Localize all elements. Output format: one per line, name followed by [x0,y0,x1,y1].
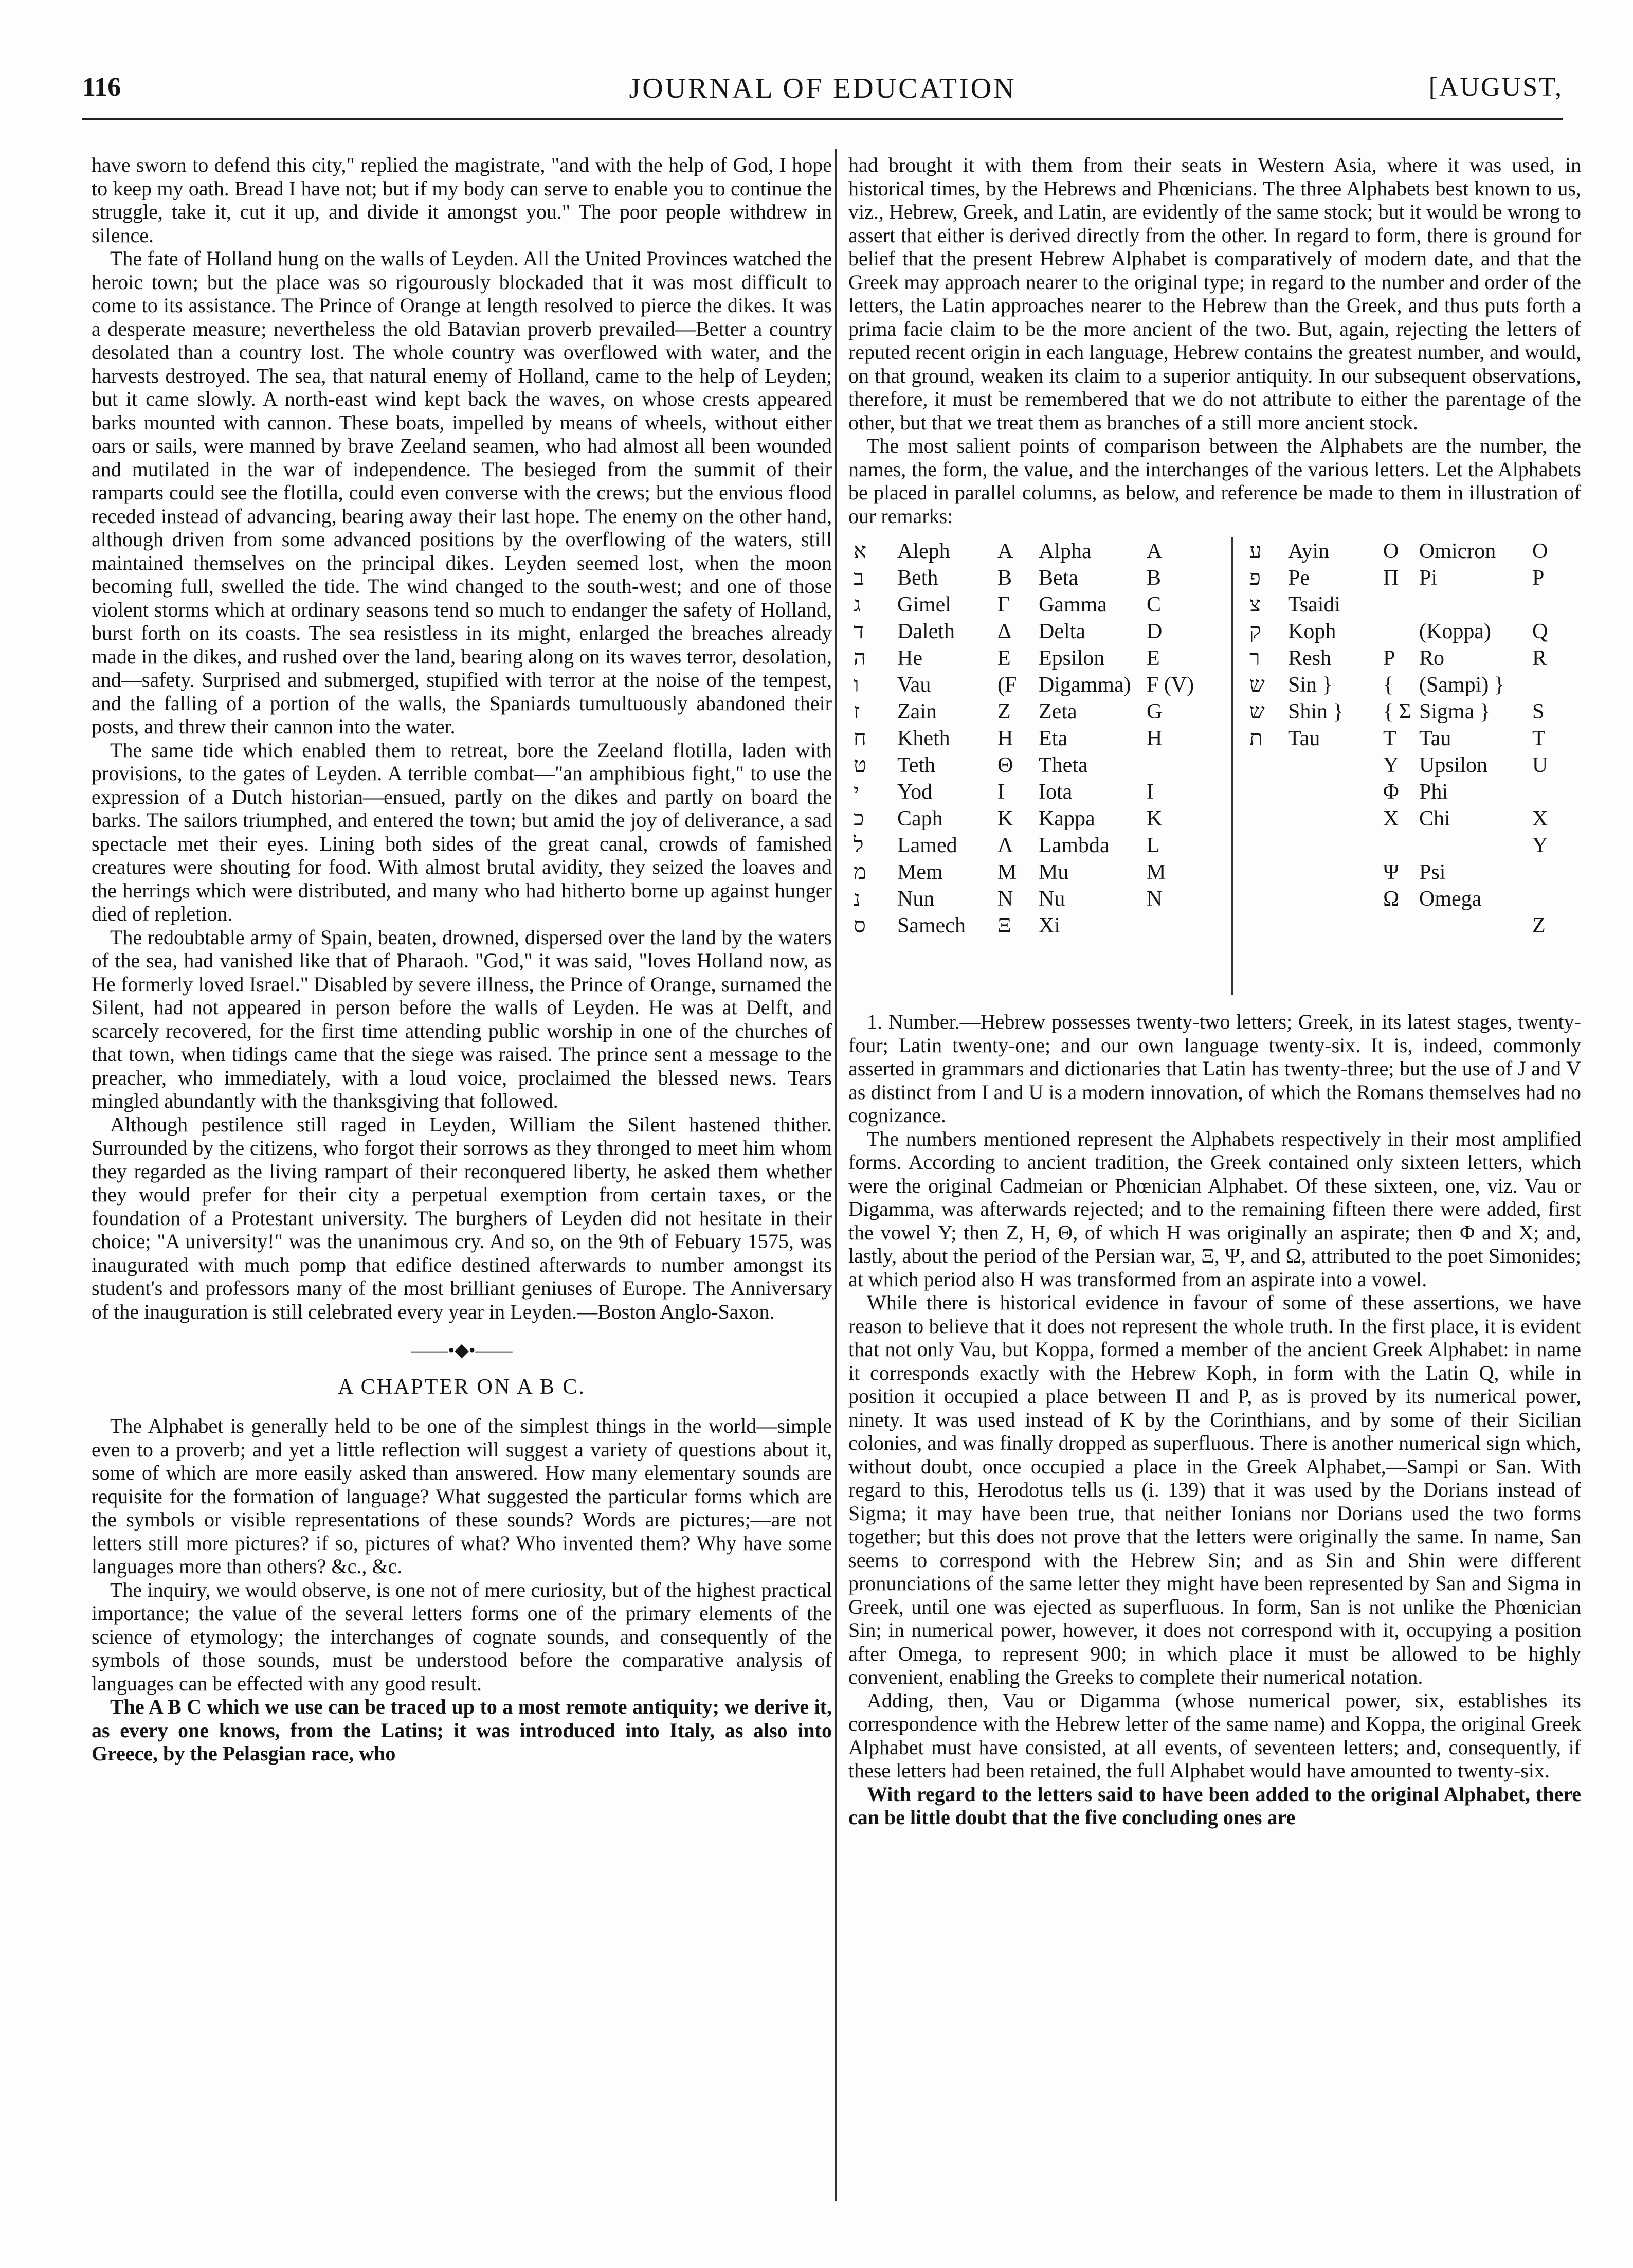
paragraph: Although pestilence still raged in Leyden, William the Silent hastened thither. Surrounded by the citizens, who forgot their sorrows as they thronged to meet him whom they regarded as the living rampart of their reconquered liberty, he asked them whether they would prefer for their city a perpetual exemption from certain taxes, or the foundation of a Protestant university. The burghers of Leyden did not hesitate in their choice; "A university!" was the unanimous cry. And so, on the 9th of Febuary 1575, was inaugurated with much pomp that edifice destined afterwards to number amongst its student's and professors many of the most brilliant geniuses of Europe. The Anniversary of the inauguration is still celebrated every year in Leyden.—Boston Anglo-Saxon. [92,1112,832,1323]
alphabet-cell-gr-name: Psi [1419,860,1446,884]
alphabet-cell-gr-name: (Sampi) } [1419,673,1504,697]
alphabet-cell-heb-name: Resh [1288,646,1331,670]
alphabet-cell-lat: O [1532,539,1548,563]
alphabet-cell-gr-name: Alpha [1039,539,1092,563]
alphabet-cell-lat: F (V) [1147,673,1194,697]
alphabet-cell-lat: H [1147,727,1163,750]
alphabet-cell-heb: ג [854,593,861,617]
alphabet-cell-gr-name: Upsilon [1419,753,1488,777]
alphabet-cell-gr: { Σ [1383,700,1412,724]
alphabet-cell-lat: B [1147,566,1162,590]
alphabet-cell-heb-name: Kheth [897,727,950,750]
alphabet-cell-lat: Y [1532,834,1548,857]
paragraph: The same tide which enabled them to retreat, bore the Zeeland flotilla, laden with provisions, to the gates of Leyden. A terrible combat—"an amphibious fight," to use the expression of a Dutch historian—ensued, partly on the dikes and partly on board the barks. The sailors triumphed, and entered the town; but amid the joy of deliverance, a sad spectacle met their eyes. Lining both sides of the great canal, crowds of famished creatures were shouting for food. With almost brutal avidity, they seized the loaves and the herrings which were distributed, and many who had hitherto borne up against hunger died of repletion. [92,738,832,925]
alphabet-cell-lat: I [1147,780,1154,804]
alphabet-cell-gr-name: (Koppa) [1419,620,1491,643]
alphabet-cell-heb: נ [854,887,861,911]
alphabet-cell-lat: E [1147,646,1160,670]
alphabet-cell-heb-name: Tsaidi [1288,593,1341,617]
alphabet-cell-heb: ס [854,914,866,938]
alphabet-cell-gr-name: Sigma } [1419,700,1490,724]
alphabet-cell-gr-name: Eta [1039,727,1067,750]
left-column [92,153,832,1766]
alphabet-cell-heb: ק [1249,620,1261,643]
alphabet-cell-gr: Π [1383,566,1399,590]
alphabet-cell-heb-name: Nun [897,887,935,911]
alphabet-cell-gr: Υ [1383,753,1399,777]
alphabet-cell-gr-name: Chi [1419,807,1450,831]
alphabet-cell-gr: K [997,807,1013,831]
paragraph: The most salient points of comparison between the Alphabets are the number, the names, the form, the value, and the interchanges of the various letters. Let the Alphabets be placed in parallel columns, as below, and reference be made to them in illustration of our remarks: [848,434,1581,528]
alphabet-cell-lat: Q [1532,620,1548,643]
alphabet-cell-heb: ר [1249,646,1260,670]
alphabet-cell-heb-name: Ayin [1288,539,1330,563]
paragraph: had brought it with them from their seats in Western Asia, where it was used, in historical times, by the Hebrews and Phœnicians. The three Alphabets best known to us, viz., Hebrew, Greek, and Latin, are evidently of the same stock; but it would be wrong to assert that either is derived directly from the other. In regard to form, there is ground for belief that the present Hebrew Alphabet is comparatively of modern date, and that the Greek may approach nearer to the original type; in regard to the number and order of the letters, the Latin approaches nearer to the Hebrew than the Greek, and thus puts forth a prima facie claim to be the more ancient of the two. But, again, rejecting the letters of reputed recent origin in each language, Hebrew contains the greatest number, and would, on that ground, weaken its claim to a superior antiquity. In our subsequent observations, therefore, it must be remembered that we do not attribute to either the parentage of the other, but that we treat them as branches of a still more ancient stock. [848,153,1581,434]
alphabet-cell-heb: י [854,780,860,804]
alphabet-cell-gr: Ψ [1383,860,1399,884]
alphabet-cell-heb-name: Tau [1288,727,1320,750]
alphabet-cell-gr-name: Mu [1039,860,1069,884]
page-number: 116 [82,73,121,102]
alphabet-cell-lat: S [1532,700,1545,724]
alphabet-cell-gr: Ξ [997,914,1012,938]
alphabet-cell-heb-name: Koph [1288,620,1336,643]
alphabet-cell-gr: O [1383,539,1399,563]
alphabet-cell-gr-name: Xi [1039,914,1060,938]
alphabet-cell-gr-name: Kappa [1039,807,1095,831]
alphabet-cell-heb-name: Daleth [897,620,955,643]
alphabet-cell-heb-name: Mem [897,860,943,884]
alphabet-cell-lat: K [1147,807,1163,831]
alphabet-cell-gr: M [997,860,1017,884]
alphabet-cell-lat: T [1532,727,1546,750]
alphabet-cell-heb: ב [854,566,864,590]
alphabet-cell-heb-name: Zain [897,700,937,724]
alphabet-cell-lat: L [1147,834,1160,857]
right-column [848,153,1581,1829]
alphabet-cell-heb-name: He [897,646,922,670]
alphabet-cell-gr-name: Epsilon [1039,646,1105,670]
alphabet-cell-heb-name: Caph [897,807,943,831]
paragraph: The Alphabet is generally held to be one of the simplest things in the world—simple even to a proverb; and yet a little reflection will suggest a variety of questions about it, some of which are more easily asked than answered. How many elementary sounds are requisite for the formation of language? What suggested the particular forms which are the symbols or visible representations of these sounds? Words are pictures;—are not letters still more pictures? if so, pictures of what? Who invented them? Why have some languages more than others? &c., &c. [92,1414,832,1578]
alphabet-cell-gr: (F [997,673,1017,697]
paragraph: Adding, then, Vau or Digamma (whose numerical power, six, establishes its correspondence with the Hebrew letter of the same name) and Koppa, the original Greek Alphabet must have consisted, at all events, of seventeen letters; and, consequently, if these letters had been retained, the full Alphabet would have amounted to twenty-six. [848,1688,1581,1782]
alphabet-cell-gr: Ω [1383,887,1400,911]
alphabet-cell-gr: T [1383,727,1396,750]
paragraph: have sworn to defend this city," replied the magistrate, "and with the help of God, I hope to keep my oath. Bread I have not; but if my body can serve to enable you to continue the struggle, take it, cut it up, and divide it amongst you." The poor people withdrew in silence. [92,153,832,247]
alphabet-cell-heb: ד [854,620,864,643]
alphabet-cell-lat: R [1532,646,1547,670]
alphabet-cell-gr: X [1383,807,1399,831]
alphabet-cell-heb: ח [854,727,866,750]
alphabet-cell-heb: ש [1249,700,1265,724]
alphabet-cell-heb: ז [854,700,860,724]
alphabet-cell-gr: A [997,539,1013,563]
alphabet-table-divider [1231,537,1233,995]
issue-month: [AUGUST, [1428,73,1563,102]
alphabet-cell-gr: B [997,566,1012,590]
alphabet-cell-gr-name: Zeta [1039,700,1077,724]
alphabet-cell-gr: H [997,727,1013,750]
alphabet-cell-lat: N [1147,887,1163,911]
alphabet-cell-gr-name: Ro [1419,646,1445,670]
alphabet-cell-heb-name: Sin } [1288,673,1333,697]
alphabet-cell-gr-name: Lambda [1039,834,1110,857]
paragraph: While there is historical evidence in favour of some of these assertions, we have reason to believe that it does not represent the whole truth. In the first place, it is evident that not only Vau, but Koppa, formed a member of the ancient Greek Alphabet: in name it corresponds exactly with the Hebrew Koph, in form with the Latin Q, while in position it occupied a place between Π and P, as is proved by its numerical power, ninety. It was used instead of K by the Corinthians, and by some of their Sicilian colonies, and was finally dropped as superfluous. There is another numerical sign which, without doubt, once occupied a place in the Greek Alphabet,—Sampi or San. With regard to this, Herodotus tells us (i. 139) that it was used by the Dorians instead of Sigma; it may have been true, that neither Ionians nor Dorians used the two forms together; but this does not prove that the letters were originally the same. In name, San seems to correspond with the Hebrew Sin; and as Sin and Shin were different pronunciations of the same letter they might have been represented by San and Sigma in Greek, until one was ejected as superfluous. In form, San is not unlike the Phœnician Sin; in numerical power, however, it does not correspond with it, occupying a position after Omega, to represent 900; in which place it must be allowed to be highly convenient, enabling the Greeks to complete their numerical notation. [848,1291,1581,1688]
alphabet-cell-lat: U [1532,753,1548,777]
alphabet-cell-lat: A [1147,539,1163,563]
alphabet-cell-gr-name: Iota [1039,780,1073,804]
alphabet-cell-heb: ה [854,646,866,670]
alphabet-cell-heb-name: Lamed [897,834,957,857]
alphabet-cell-gr: Z [997,700,1011,724]
alphabet-cell-gr: Θ [997,753,1013,777]
alphabet-cell-heb-name: Samech [897,914,966,938]
alphabet-cell-gr: { [1383,673,1394,697]
paragraph: 1. Number.—Hebrew possesses twenty-two letters; Greek, in its latest stages, twenty-four; Latin twenty-one; and our own language twenty-six. It is, indeed, commonly asserted in grammars and dictionaries that Latin has twenty-three; but the use of J and V as distinct from I and U is a modern innovation, of which the Romans themselves had no cognizance. [848,1010,1581,1127]
section-ornament: ——•◆•—— [411,1340,513,1360]
alphabet-cell-gr-name: Tau [1419,727,1451,750]
alphabet-cell-lat: Z [1532,914,1546,938]
alphabet-cell-heb: פ [1249,566,1261,590]
alphabet-cell-gr: Λ [997,834,1013,857]
alphabet-cell-gr: N [997,887,1013,911]
alphabet-cell-gr-name: Nu [1039,887,1065,911]
alphabet-cell-gr-name: Theta [1039,753,1088,777]
alphabet-cell-heb: ט [854,753,867,777]
alphabet-cell-gr-name: Digamma) [1039,673,1131,697]
alphabet-cell-heb: כ [854,807,864,831]
alphabet-table [848,535,1581,1003]
alphabet-cell-heb-name: Shin } [1288,700,1344,724]
alphabet-cell-gr-name: Gamma [1039,593,1107,617]
paragraph: The fate of Holland hung on the walls of Leyden. All the United Provinces watched the heroic town; but the place was so rigourously blockaded that it was most difficult to come to its assistance. The Prince of Orange at length resolved to pierce the dikes. It was a desperate measure; nevertheless the old Batavian proverb prevailed—Better a country desolated than a country lost. The whole country was overflowed with water, and the harvests destroyed. The sea, that natural enemy of Holland, came to the help of Leyden; but it came slowly. A north-east wind kept back the waves, on whose crests appeared barks mounted with cannon. These boats, impelled by means of wheels, without either oars or sails, were manned by brave Zeeland seamen, who had almost all been wounded and mutilated in the war of independence. The besieged from the summit of their ramparts could see the flotilla, could even converse with the crews; but the envious flood receded instead of advancing, bearing away their last hope. The enemy on the other hand, although driven from some advanced positions by the overflowing of the waters, still maintained themselves on the principal dikes. Leyden seemed lost, when the moon becoming full, swelled the tide. The wind changed to the south-west; and one of those violent storms which at ordinary seasons tend so much to endanger the safety of Holland, burst forth on its coasts. The sea resistless in its might, enlarged the breaches already made in the dikes, and rushed over the land, bearing along on its waves terror, desolation, and—safety. Surprised and submerged, stupified with terror at the noise of the tempest, and the falling of a portion of the walls, the Spaniards tumultuously abandoned their posts, and threw their cannon into the water. [92,247,832,738]
alphabet-cell-heb-name: Yod [897,780,933,804]
paragraph: The redoubtable army of Spain, beaten, drowned, dispersed over the land by the waters of the sea, had vanished like that of Pharaoh. "God," it was said, "loves Holland now, as He formerly loved Israel." Disabled by severe illness, the Prince of Orange, surnamed the Silent, had not appeared in person before the walls of Leyden. He was at Delft, and scarcely recovered, for the first time attending public worship in one of the churches of that town, when tidings came that the siege was raised. The prince sent a message to the preacher, who immediately, with a loud voice, proclaimed the blessed news. Tears mingled abundantly with the thanksgiving that followed. [92,925,832,1112]
alphabet-cell-lat: P [1532,566,1545,590]
alphabet-cell-heb-name: Teth [897,753,936,777]
paragraph: The numbers mentioned represent the Alphabets respectively in their most amplified forms. According to ancient tradition, the Greek contained only sixteen letters, which were the original Cadmeian or Phœnician Alphabet. Of these sixteen, one, viz. Vau or Digamma, was afterwards rejected; and to the remaining fifteen there were added, first the vowel Υ; then Z, H, Θ, of which H was originally an aspirate; then Φ and X; and, lastly, about the period of the Persian war, Ξ, Ψ, and Ω, attributed to the poet Simonides; at which period also H was transformed from an aspirate into a vowel. [848,1127,1581,1291]
alphabet-cell-lat: C [1147,593,1162,617]
journal-title: JOURNAL OF EDUCATION [629,73,1017,104]
alphabet-cell-heb: א [854,539,867,563]
alphabet-cell-heb: ו [854,673,859,697]
column-divider [835,149,837,2201]
alphabet-cell-lat: D [1147,620,1163,643]
alphabet-cell-gr: P [1383,646,1395,670]
alphabet-cell-heb-name: Aleph [897,539,950,563]
alphabet-cell-heb: ל [854,834,864,857]
paragraph: The inquiry, we would observe, is one not of mere curiosity, but of the highest practical importance; the value of the several letters forms one of the primary elements of the science of etymology; the interchanges of cognate sounds, and consequently of the symbols of those sounds, must be understood before the comparative analysis of languages can be effected with any good result. [92,1578,832,1695]
paragraph: The A B C which we use can be traced up to a most remote antiquity; we derive it, as every one knows, from the Latins; it was introduced into Italy, as also into Greece, by the Pelasgian race, who [92,1695,832,1765]
alphabet-cell-gr: Γ [997,593,1010,617]
alphabet-cell-gr-name: Pi [1419,566,1438,590]
page-header [82,72,1563,113]
alphabet-cell-gr: Φ [1383,780,1399,804]
alphabet-cell-heb-name: Vau [897,673,931,697]
alphabet-cell-heb-name: Gimel [897,593,951,617]
alphabet-cell-gr-name: Beta [1039,566,1078,590]
alphabet-cell-heb: ש [1249,673,1265,697]
section-title: A CHAPTER ON A B C. [338,1375,586,1399]
alphabet-cell-gr-name: Omicron [1419,539,1496,563]
alphabet-cell-gr: I [997,780,1005,804]
alphabet-cell-lat: X [1532,807,1548,831]
alphabet-cell-gr: Δ [997,620,1012,643]
alphabet-cell-heb: מ [854,860,866,884]
header-rule [82,118,1563,120]
alphabet-cell-heb: ע [1249,539,1262,563]
alphabet-cell-gr: E [997,646,1011,670]
paragraph: With regard to the letters said to have been added to the original Alphabet, there can be little doubt that the five concluding ones are [848,1782,1581,1829]
alphabet-cell-heb-name: Beth [897,566,938,590]
alphabet-cell-heb: ת [1249,727,1263,750]
alphabet-cell-lat: G [1147,700,1163,724]
alphabet-cell-heb: צ [1249,593,1261,617]
alphabet-cell-lat: M [1147,860,1166,884]
alphabet-cell-gr-name: Omega [1419,887,1482,911]
alphabet-cell-gr-name: Delta [1039,620,1085,643]
alphabet-cell-heb-name: Pe [1288,566,1310,590]
alphabet-cell-gr-name: Phi [1419,780,1448,804]
